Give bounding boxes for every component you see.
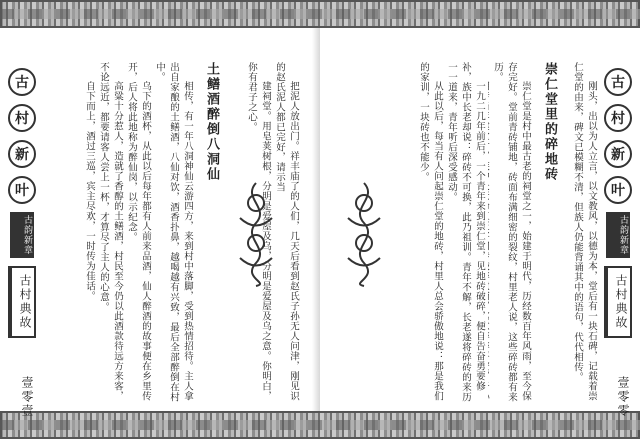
right-page — [320, 28, 640, 418]
paragraph — [488, 62, 490, 402]
paragraph: 把泥人放出门。祥丰庙了的人们，几天后看到赵氏子孙无人问津，刚见识的赵氏泥人都已完好，请示当 — [274, 62, 299, 401]
series-title-char: 新 — [604, 140, 632, 168]
paragraph: 相传，有一年八洞神仙云游四方，来到村中落脚，受到热情招待。主人拿出自家酿的土鳝酒，八仙对饮，酒香扑鼻，越喝越有兴致，最后全部醉倒在村中。 — [154, 62, 193, 402]
paragraph: 自下而上，酒过三巡，宾主尽欢，一时传为佳话。 — [84, 81, 95, 301]
paragraph: 乌下的酒杯，从此以后每年都有人前来品酒，仙人醉酒的故事便在乡里传开，后人将此地称为醉仙岗，以示纪念。 — [126, 62, 151, 401]
series-title-char: 古 — [604, 68, 632, 96]
left-ornament — [232, 178, 280, 288]
paragraph: 建祠堂。用皂荚树根，分明是爱屋及乌，分明是爱屋及乌之意。你明白，你有君子之心。 — [246, 62, 271, 401]
series-title-char: 叶 — [8, 176, 36, 204]
left-text-col-b — [52, 62, 222, 402]
article-title: 土鳝酒醉倒八洞仙 — [204, 62, 219, 182]
series-badge: 古韵新章 — [606, 212, 630, 258]
page-number: 壹零零 — [616, 376, 630, 418]
paragraph: 崇仁堂是村中最古老的祠堂之一，始建于明代，历经数百年风雨，至今保存完好。堂前青砖铺地，砖面布满细密的裂纹，村里老人说，这些碎砖都有来历。 — [492, 62, 531, 402]
series-title-char: 古 — [8, 68, 36, 96]
series-title-char: 叶 — [604, 176, 632, 204]
right-text-col-c — [562, 62, 598, 402]
article-title: 崇仁堂里的碎地砖 — [542, 62, 557, 182]
top-decorative-border — [0, 0, 640, 28]
left-side-tab — [8, 68, 36, 428]
paragraph: 一九二几年前后，一个青年来到崇仁堂，见地砖破碎，便自告奋勇要修补，族中长老却说：碎砖不可换，此乃祖训。青年不解，长老遂将碎砖的来历一一道来，青年听后深受感动。 — [446, 62, 485, 402]
right-text-col-a — [488, 62, 560, 402]
paragraph: 从此以后，每当有人问起崇仁堂的地砖，村里人总会骄傲地说：那是我们的家训，一块砖也不能少。 — [418, 62, 443, 401]
series-badge: 古韵新章 — [10, 212, 34, 258]
series-title-char: 村 — [8, 104, 36, 132]
right-ornament — [340, 178, 388, 288]
left-page — [0, 28, 320, 418]
bottom-decorative-border — [0, 411, 640, 439]
series-title-char: 村 — [604, 104, 632, 132]
paragraph: 刚头，出以为人立言，以文教风，以德为本，堂后有一块石碑，记载着崇仁堂的由来，碑文已模糊不清，但族人仍能背诵其中的语句，代代相传。 — [572, 62, 597, 401]
right-side-tab — [604, 68, 632, 428]
right-text-col-b — [396, 62, 486, 402]
series-title-char: 新 — [8, 140, 36, 168]
page-number: 壹零壹 — [20, 376, 34, 418]
section-label: 古村典故 — [604, 266, 632, 338]
paragraph: 高粱十分惹人，造就了香醇的土鳝酒，村民至今仍以此酒款待远方来客，不论远近，都要请客人尝上一杯，才算尽了主人的心意。 — [98, 62, 123, 401]
section-label: 古村典故 — [8, 266, 36, 338]
